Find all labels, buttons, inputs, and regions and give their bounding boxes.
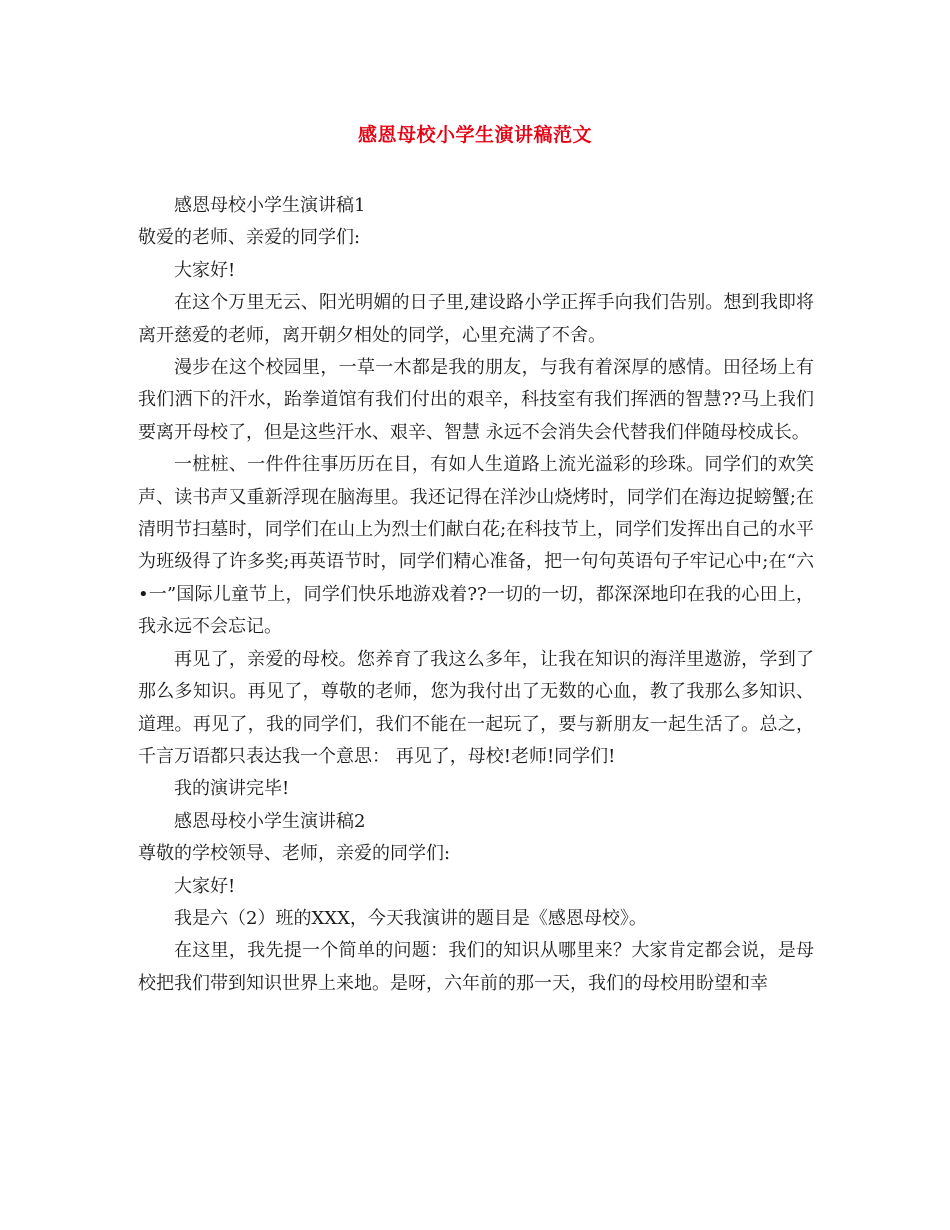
paragraph: 在这里，我先提一个简单的问题：我们的知识从哪里来？大家肯定都会说，是母校把我们带到知识世界上来地。是呀，六年前的那一天，我们的母校用盼望和幸	[138, 940, 814, 994]
paragraph: 我的演讲完毕!	[174, 778, 290, 800]
paragraph: 我是六（2）班的XXX，今天我演讲的题目是《感恩母校》。	[174, 907, 647, 929]
paragraph: 漫步在这个校园里，一草一木都是我的朋友，与我有着深厚的感情。田径场上有我们洒下的汗水，跆拳道馆有我们付出的艰辛，科技室有我们挥洒的智慧??马上我们要离开母校了，但是这些汗水、艰辛、智慧 永远不会消失会代替我们伴随母校成长。	[138, 357, 814, 443]
paragraph: 感恩母校小学生演讲稿2	[174, 810, 366, 832]
paragraph: 一桩桩、一件件往事历历在目，有如人生道路上流光溢彩的珍珠。同学们的欢笑声、读书声又重新浮现在脑海里。我还记得在洋沙山烧烤时，同学们在海边捉螃蟹;在清明节扫墓时，同学们在山上为烈士们献白花;在科技节上，同学们发挥出自己的水平为班级得了许多奖;再英语节时，同学们精心准备，把一句句英语句子牢记心中;在“六•一”国际儿童节上，同学们快乐地游戏着??一切的一切，都深深地印在我的心田上，我永远不会忘记。	[138, 454, 814, 638]
document-title: 感恩母校小学生演讲稿范文	[357, 124, 592, 146]
paragraph: 感恩母校小学生演讲稿1	[174, 195, 366, 216]
paragraph: 尊敬的学校领导、老师，亲爱的同学们:	[138, 843, 451, 865]
paragraph: 在这个万里无云、阳光明媚的日子里,建设路小学正挥手向我们告别。想到我即将离开慈爱的老师，离开朝夕相处的同学，心里充满了不舍。	[138, 292, 814, 346]
paragraph: 敬爱的老师、亲爱的同学们:	[138, 227, 361, 249]
paragraph: 大家好!	[174, 259, 236, 281]
document-body	[138, 190, 814, 1000]
paragraph: 大家好!	[174, 875, 236, 897]
paragraph: 再见了，亲爱的母校。您养育了我这么多年，让我在知识的海洋里遨游，学到了那么多知识。再见了，尊敬的老师，您为我付出了无数的心血，教了我那么多知识、道理。再见了，我的同学们，我们不能在一起玩了，要与新朋友一起生活了。总之，千言万语都只表达我一个意思： 再见了，母校!老师!同学们!	[138, 648, 814, 767]
